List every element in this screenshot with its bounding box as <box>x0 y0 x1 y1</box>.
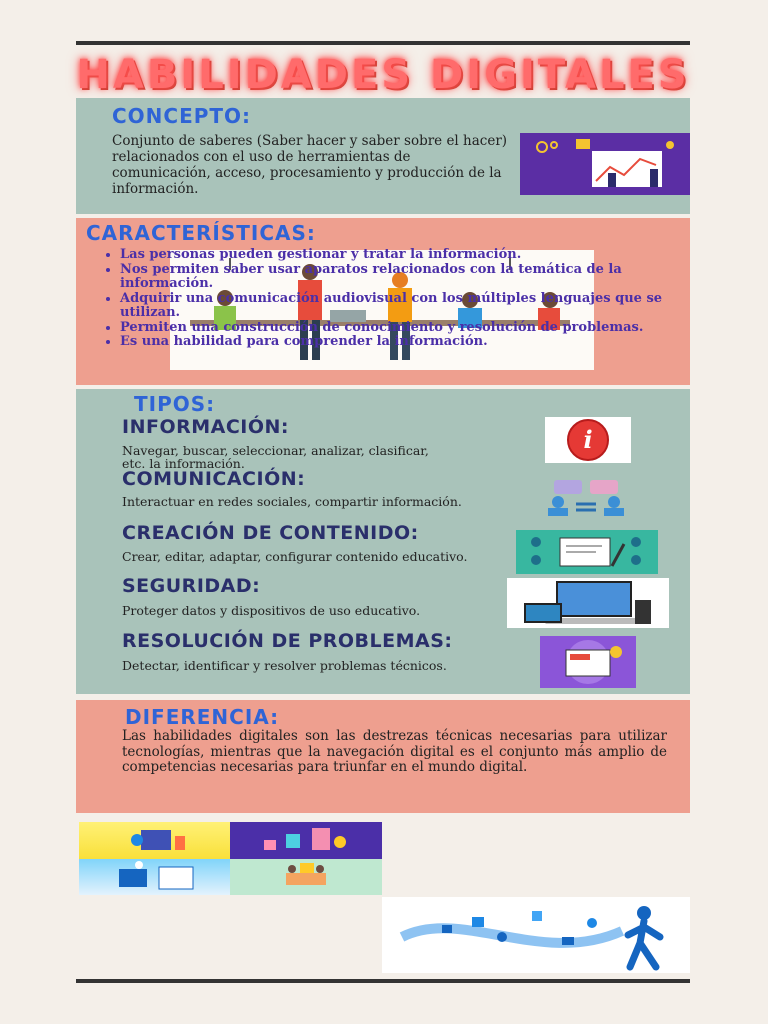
tipo-resolucion-title: RESOLUCIÓN DE PROBLEMAS: <box>122 630 453 652</box>
chat-people-icon <box>540 478 634 516</box>
info-icon <box>545 417 631 463</box>
tipo-comunicacion-text: Interactuar en redes sociales, compartir información. <box>122 494 462 509</box>
bottom-rule <box>76 979 690 983</box>
tipo-creacion-title: CREACIÓN DE CONTENIDO: <box>122 522 419 544</box>
tipo-resolucion-text: Detectar, identificar y resolver problemas técnicos. <box>122 658 447 673</box>
collage-image-3 <box>79 859 230 895</box>
caracteristica-item: • Permiten una construcción de conocimiento y resolución de problemas. <box>120 321 695 336</box>
svg-text:i: i <box>583 425 593 454</box>
tipo-creacion-text: Crear, editar, adaptar, configurar contenido educativo. <box>122 549 468 564</box>
presentation-screen-icon <box>520 133 690 195</box>
tipo-informacion-title: INFORMACIÓN: <box>122 416 290 438</box>
tipos-heading: TIPOS: <box>134 392 216 416</box>
caracteristicas-heading: CARACTERÍSTICAS: <box>86 221 316 245</box>
computer-gear-icon <box>540 636 636 688</box>
concepto-illustration <box>520 133 690 195</box>
caracteristica-item: • Adquirir una comunicación audiovisual con los múltiples lenguajes que se utilizan. <box>120 292 695 321</box>
content-board-icon <box>516 530 658 574</box>
diferencia-text: Las habilidades digitales son las destrezas técnicas necesarias para utilizar tecnologías, mientras que la navegación digital es el conjunto más amplio de competencias necesarias para triunfar en el mundo digital. <box>122 728 667 775</box>
tipo-seguridad-title: SEGURIDAD: <box>122 575 261 597</box>
collage-image-1 <box>79 822 230 859</box>
top-rule <box>76 41 690 45</box>
collage-image-4 <box>230 859 382 895</box>
concepto-text: Conjunto de saberes (Saber hacer y saber sobre el hacer) relacionados con el uso de herramientas de comunicación, acceso, procesamiento y producción de la información. <box>112 133 508 197</box>
caracteristica-item: • Nos permiten saber usar aparatos relacionados con la temática de la información. <box>120 263 695 292</box>
devices-icon <box>507 578 669 628</box>
caracteristica-item: • Es una habilidad para comprender la información. <box>120 335 695 350</box>
diferencia-heading: DIFERENCIA: <box>125 705 280 729</box>
tipo-informacion-text: Navegar, buscar, seleccionar, analizar, clasificar, etc. la información. <box>122 443 429 471</box>
tipo-seguridad-text: Proteger datos y dispositivos de uso educativo. <box>122 603 421 618</box>
digital-walk-image <box>382 897 690 973</box>
caracteristicas-list <box>104 248 695 350</box>
collage-image-2 <box>230 822 382 859</box>
concepto-heading: CONCEPTO: <box>112 104 252 128</box>
page-title: HABILIDADES DIGITALES <box>76 52 690 98</box>
tipo-comunicacion-title: COMUNICACIÓN: <box>122 468 306 490</box>
caracteristica-item: • Las personas pueden gestionar y tratar la información. <box>120 248 695 263</box>
